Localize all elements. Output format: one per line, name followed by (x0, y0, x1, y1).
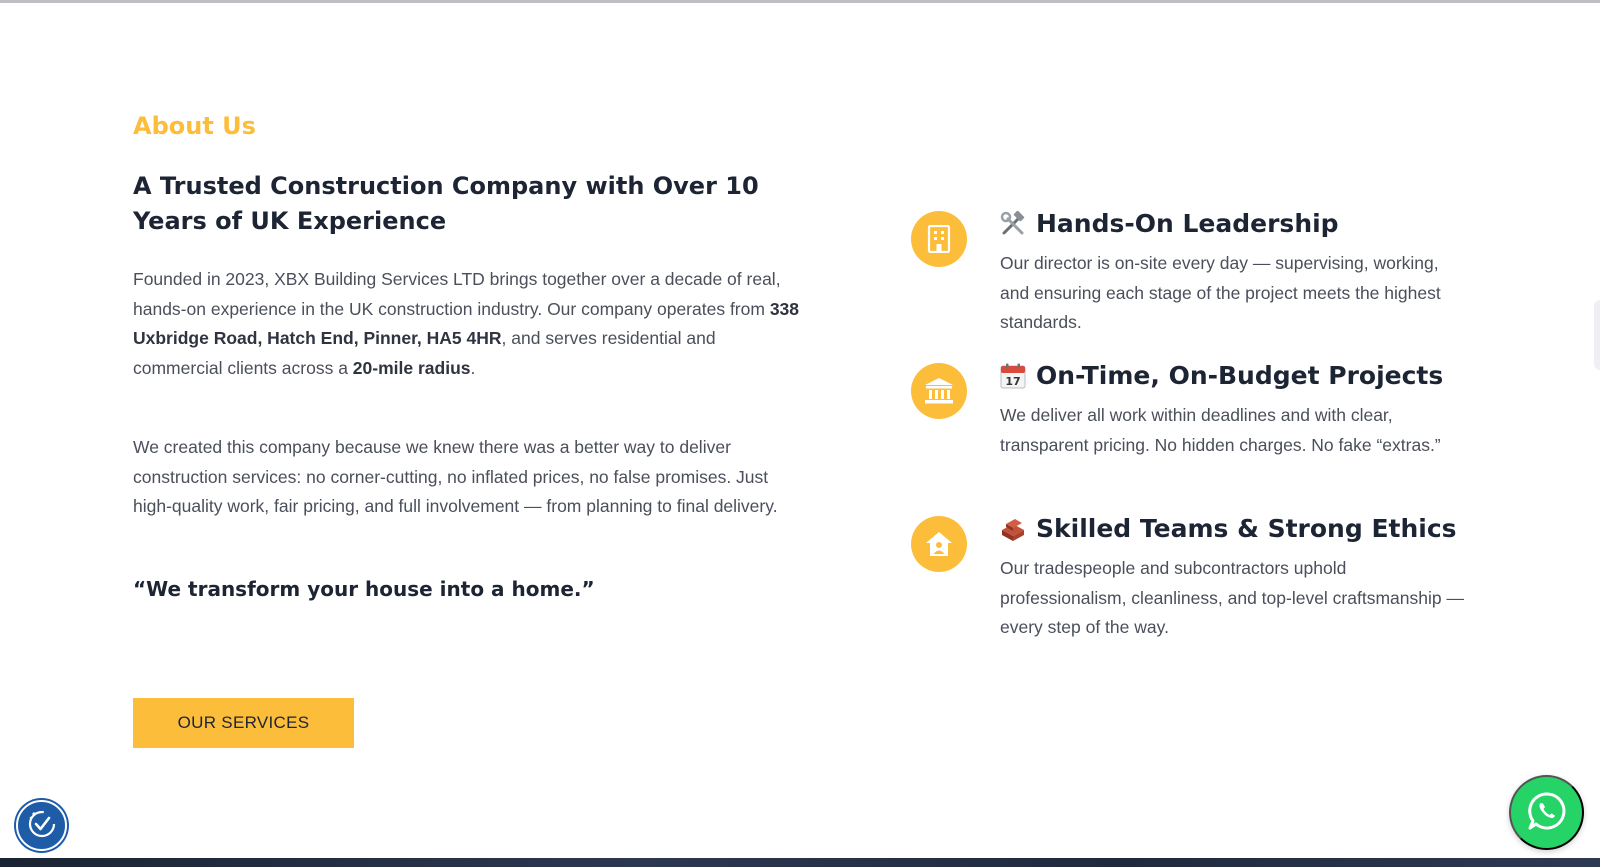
service-radius: 20-mile radius (352, 357, 471, 378)
bricks-emoji (1000, 516, 1026, 542)
intro-paragraph (133, 265, 803, 383)
our-services-button[interactable]: OUR SERVICES (133, 698, 354, 748)
feature-description: Our tradespeople and subcontractors uphold professionalism, cleanliness, and top-level craftsmanship — every step of the way. (1000, 558, 1464, 637)
intro-text-1: Founded in 2023, XBX Building Services LTD brings together over a decade of real, hands-on experience in the UK construction industry. Our company operates from (133, 269, 781, 319)
section-headline: A Trusted Construction Company with Over 10 Years of UK Experience (133, 172, 759, 235)
section-eyebrow: About Us (133, 112, 256, 140)
intro-text-3: . (470, 357, 476, 378)
bank-icon (911, 363, 967, 419)
feature-title-text: Skilled Teams & Strong Ethics (1036, 514, 1457, 543)
company-quote: “We transform your house into a home.” (133, 576, 595, 601)
accessibility-icon (26, 808, 58, 843)
accessibility-button[interactable] (16, 800, 67, 851)
side-scroll-handle[interactable] (1594, 300, 1600, 370)
feature-title (1000, 512, 1470, 546)
company-address: 338 Uxbridge Road, Hatch End, Pinner, HA5 4HR (133, 298, 800, 348)
mission-paragraph: We created this company because we knew there was a better way to deliver construction services: no corner-cutting, no inflated prices, no false promises. Just high-quality work, fair pricing, and full involvement — from planning to final delivery. (133, 437, 778, 516)
whatsapp-chat-button[interactable] (1509, 775, 1584, 850)
house-user-icon (911, 516, 967, 572)
calendar-day: 17 (1005, 375, 1021, 388)
feature-title-text: On-Time, On-Budget Projects (1036, 361, 1444, 390)
feature-title-text: Hands-On Leadership (1036, 209, 1339, 238)
about-section (133, 108, 803, 604)
feature-title (1000, 359, 1470, 393)
footer-banner-edge (0, 858, 1600, 867)
calendar-emoji (1000, 363, 1026, 389)
hammer-wrench-emoji (1000, 211, 1026, 237)
building-icon (911, 211, 967, 267)
intro-text-2: , and serves residential and commercial clients across a (133, 328, 716, 378)
whatsapp-icon (1525, 789, 1569, 836)
feature-description: We deliver all work within deadlines and with clear, transparent pricing. No hidden charges. No fake “extras.” (1000, 405, 1441, 455)
feature-description: Our director is on-site every day — supervising, working, and ensuring each stage of the project meets the highest standards. (1000, 253, 1441, 332)
top-divider (0, 0, 1600, 3)
feature-title (1000, 207, 1470, 241)
